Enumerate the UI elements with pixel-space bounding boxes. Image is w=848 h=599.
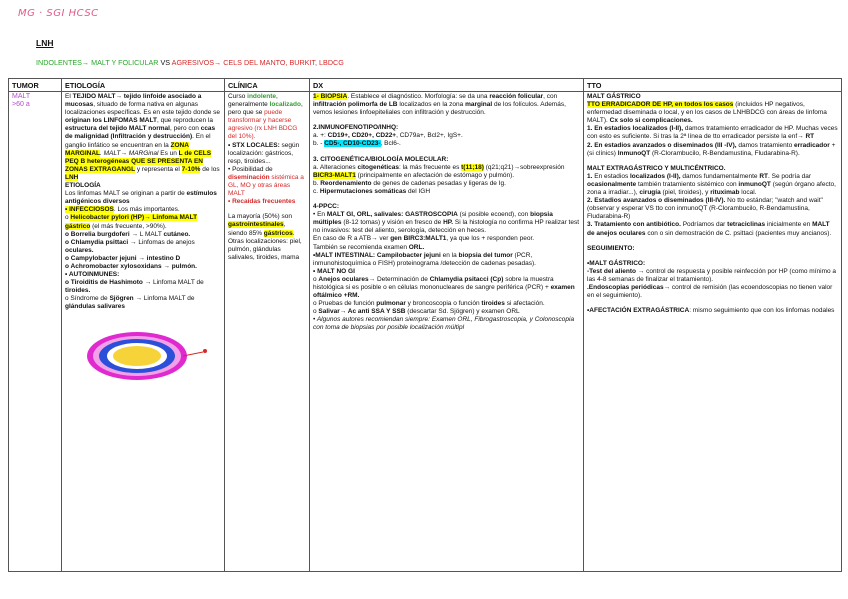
text: sistémica a GL, MO y otras áreas MALT <box>228 173 304 198</box>
cell-dx <box>310 92 584 572</box>
text: , Bcl6-. <box>380 140 401 148</box>
text: pulmonar <box>376 300 406 308</box>
text: localizado <box>269 101 301 109</box>
text: : la más frecuente es <box>399 163 462 171</box>
text: InmunoQT <box>617 149 651 157</box>
text: , generalmente <box>228 93 278 109</box>
text: . MALT→ MARGinal <box>100 149 159 157</box>
text: estructura del tejido MALT normal <box>65 125 170 133</box>
text: •MALT INTESTINAL: Campilobacter jejuni <box>313 251 441 259</box>
text: de genes de cadenas pesadas y ligeras de Ig. <box>371 179 506 187</box>
text: Los linfomas MALT se originan a partir de <box>65 190 187 198</box>
text: -Test del aliento <box>587 267 636 275</box>
text: . Los más importantes. <box>113 206 180 214</box>
cell-tto <box>584 92 842 572</box>
text: 1. <box>587 172 593 180</box>
text: rituximab <box>710 189 740 197</box>
text: → control de remisión (las ecoendoscopias no tienen valor en el seguimiento). <box>587 283 833 300</box>
text: reacción folicular <box>489 93 544 100</box>
table-header-row <box>9 79 842 92</box>
text: Chlamydia psitacci (Cp) <box>429 275 504 283</box>
text: biopsia múltiples <box>313 211 553 227</box>
text: damos tratamiento <box>736 141 794 149</box>
text: MALT de anejos oculares <box>587 221 830 237</box>
text: L de CELS PEQ B heterogéneas QUE SE PRESENTA EN ZONAS EXTRAGANGL <box>65 149 212 173</box>
text: , CD79a+, Bcl2+, IgS+. <box>396 132 463 140</box>
text: MALT GI, ORL, salivales: GASTROSCOPIA <box>326 211 458 219</box>
handwritten-header: MG · SGI HCSC <box>18 8 99 19</box>
text: Sjögren <box>109 295 134 303</box>
text: o Pruebas de función <box>313 300 377 308</box>
text: (PCR, inmunohistoquímica o FISH) proteinograma /detección de cadenas pesadas). <box>313 251 536 267</box>
text: diseminación <box>228 173 270 181</box>
text: o Chlamydia psittaci <box>65 238 129 246</box>
text: , pero que se <box>228 101 303 117</box>
text: 4-PPCC: <box>313 203 340 211</box>
text: (R-Clorambucilo, R-Bendamustina, Fludarabina-R). <box>650 149 800 157</box>
text: +(si clínics) <box>587 141 836 157</box>
text: RT <box>805 133 815 141</box>
text: En estadios <box>592 172 630 180</box>
text: , con <box>543 93 558 100</box>
text: BICR3-MALT1 <box>313 171 356 179</box>
text: citogenéticas <box>357 163 399 171</box>
subtitle-vs: VS <box>158 58 172 67</box>
text: (si posible ecoend), con <box>457 211 531 219</box>
text: ocasionalmente <box>587 180 637 188</box>
text: •AFECTACIÓN EXTRAGÁSTRICA <box>587 307 690 315</box>
text: erradicador <box>794 141 830 149</box>
text: Podríamos dar <box>680 221 728 229</box>
text: • Algunos autores recomiendan siempre: Examen ORL, Fibrogastroscopia, y Colonoscopia con toma de biopsias por posible localización múltipl <box>313 316 575 332</box>
text: del IGH <box>406 187 431 195</box>
text: CD19+, CD20+, CD22+ <box>327 132 397 140</box>
text: . Establece el diagnóstico. Morfología: se da una <box>347 93 490 100</box>
text: a. Alteraciones <box>313 163 358 171</box>
text: (piel, tiroides), y <box>660 189 711 197</box>
lnh-table <box>8 78 842 572</box>
text: Si la histología no confirma HP realizar test no invasivos: test del aliento, serología, detección en heces. <box>313 219 580 235</box>
lymph-node-diagram <box>65 316 221 386</box>
text: , pero con <box>169 125 201 133</box>
text: o Achromobacter xylosoxidans <box>65 262 162 270</box>
text: de los folículos. Además, vemos lesiones linfoepiteliales con infiltración y destrucción. <box>313 101 566 117</box>
text: Reordenamiento <box>320 179 372 187</box>
text: damos tratamiento erradicador de HP. Muchas veces con esto es suficiente. Si tras la 2ª línea de tto erradicador persiste la enf→ <box>587 125 838 141</box>
text: examen oftálmico +RM. <box>313 283 575 300</box>
text: 1. En estadios localizados (I-II), <box>587 125 684 133</box>
text: también tratamiento sistémico con <box>636 180 739 188</box>
text: • INFECCIOSOS <box>65 206 114 214</box>
text: •MALT GÁSTRICO: <box>587 259 646 267</box>
text: • STX LOCALES: <box>228 141 280 149</box>
text: También se recomienda examen <box>313 243 409 251</box>
text: Hipermutaciones somáticas <box>319 187 407 195</box>
text: → Determinación de <box>368 275 430 283</box>
tumor-age: >60 a <box>12 101 30 109</box>
text: . Otras localizaciones: piel, pulmón, glándulas salivales, tiroides, mama <box>228 229 302 261</box>
text: en la <box>440 251 459 259</box>
text: ETIOLOGÍA <box>65 182 101 190</box>
text: gastrointestinales <box>228 221 284 229</box>
text: sobre la muestra histológica si es posible o en células mononucleares de sangre periférica (PCR) + <box>313 275 554 291</box>
text: • Posibilidad de <box>228 165 273 173</box>
text: , siendo 85% <box>228 221 286 237</box>
text: . Se podría dar <box>768 172 812 180</box>
text: , que reproducen la <box>156 117 213 125</box>
col-clinica: CLÍNICA <box>225 79 310 92</box>
text: de los <box>200 165 220 173</box>
text: , ya que los + responden peor. <box>446 235 535 243</box>
text: damos fundamentalmente <box>680 172 760 180</box>
text: ccas de malignidad (Infiltración y destrucción) <box>65 125 216 141</box>
text: TTO ERRADICADOR DE HP, en todos los casos <box>587 101 734 109</box>
text: local. <box>739 189 757 197</box>
cell-tumor <box>9 92 62 572</box>
text: → Linfomas de anejos <box>128 238 195 246</box>
text: inicialmente en <box>765 221 813 229</box>
text: 2. En estadios avanzados o diseminados (III -IV), <box>587 141 737 149</box>
text: ORL. <box>408 243 425 251</box>
text: o Campylobacter jejuni <box>65 254 137 262</box>
text: originan los LINFOMAS MALT <box>65 117 157 125</box>
text: 3. CITOGENÉTICA/BIOLOGÍA MOLECULAR: <box>313 155 449 163</box>
text: 1- BIOPSIA <box>313 93 348 100</box>
text: • Recaídas frecuentes <box>228 198 296 206</box>
text: tiroides <box>481 300 505 308</box>
text: • En <box>313 211 327 219</box>
text: 2.INMUNOFENOTIPO/INHQ: <box>313 124 399 132</box>
text: indolente <box>247 93 277 100</box>
text: SEGUIMIENTO: <box>587 244 635 252</box>
text: o <box>313 308 319 316</box>
text: marginal <box>465 101 493 109</box>
text: En caso de R a ATB→ ver <box>313 235 391 243</box>
text: b. - <box>313 140 325 148</box>
text: (incluidos HP negativos, enfermedad diseminada o local, y en los casos de LNHBDCG con áreas de linfoma MALT). <box>587 101 827 125</box>
text: → intestino D <box>136 254 181 262</box>
table-row <box>9 92 842 572</box>
text: a. +: <box>313 132 328 140</box>
text: (8-12 tomas) y visión en fresco de <box>341 219 444 227</box>
text: o <box>65 214 71 222</box>
text: LNH <box>65 173 79 181</box>
text: (rx LNH BDCG del 10%). <box>228 125 298 141</box>
subtitle <box>36 58 344 67</box>
text: oculares. <box>65 246 94 254</box>
text: (principalmente en afectación de estómago y pulmón). <box>355 171 515 179</box>
text: , situado de forma nativa en algunas localizaciones específicas. Es en este tejido donde se <box>65 101 221 117</box>
text: → Linfoma MALT de <box>133 295 195 303</box>
text: (según órgano afecto, zona a irradiar...), <box>587 180 836 197</box>
text: Cx solo si complicaciones. <box>609 117 693 125</box>
text: CD5-, CD10-CD23- <box>324 140 381 148</box>
text: con o sin demostración de C. psittaci (pacientes muy ancianos). <box>645 229 832 237</box>
text: 2. Estadios avanzados o diseminados (III-IV). <box>587 197 726 205</box>
text: biopsia del tumor <box>458 251 513 259</box>
text: : mismo seguimiento que con los linfomas nodales <box>689 307 835 315</box>
subtitle-indolent: INDOLENTES→ MALT Y FOLICULAR <box>36 58 159 67</box>
text: 3. Tratamiento con antibiótico. <box>587 221 681 229</box>
text: HP. <box>443 219 454 227</box>
text: o Borrelia burgdoferi <box>65 230 130 238</box>
tumor-name: MALT <box>12 93 31 100</box>
text: localizados en la zona <box>397 101 466 109</box>
text: y broncoscopia o función <box>405 300 482 308</box>
text: El <box>65 93 73 100</box>
text: → pulmón. <box>161 262 197 270</box>
text: Salivar→ Ac anti SSA Y SSB <box>318 308 406 316</box>
text: La mayoría (50%) son <box>228 213 292 221</box>
text: infiltración polimorfa de LB <box>313 101 398 109</box>
text: gástricos <box>263 229 293 237</box>
text: tetraciclinas <box>727 221 766 229</box>
text: .Endoscopias periódicas <box>587 283 664 291</box>
text: MALT EXTRAGÁSTRICO Y MULTICÉNTRICO. <box>587 164 726 172</box>
text: tiroides. <box>65 287 91 295</box>
text: 7-10% <box>181 165 201 173</box>
text: Es un <box>158 149 179 157</box>
col-dx: DX <box>310 79 584 92</box>
text: o Síndrome de <box>65 295 110 303</box>
text: → Linfoma MALT de <box>142 279 204 287</box>
text: c. <box>313 187 320 195</box>
text: → control de respuesta y posible reinfección por HP (como mínimo a las 4-8 semanas de finalizar el tratamiento). <box>587 267 837 283</box>
text: TEJIDO MALT→ tejido linfoide asociado a mucosas <box>65 93 202 109</box>
text: y representa el <box>135 165 182 173</box>
text: → L MALT <box>129 230 164 238</box>
text: cutáneo. <box>163 230 191 238</box>
col-tto: TTO <box>584 79 842 92</box>
lymph-node-illustration <box>65 316 215 386</box>
text: o Tiroiditis de Hashimoto <box>65 279 143 287</box>
text: localizados (I-II), <box>630 172 681 180</box>
col-etiologia: ETIOLOGÍA <box>62 79 225 92</box>
subtitle-aggressive: AGRESIVOS→ CELS DEL MANTO, BURKIT, LBDCG <box>171 58 344 67</box>
text: No tto estándar; "watch and wait" (observar y esperar VS tto con inmunoQT (R-Clorambucilo, R-Bendamustina, Fludarabina-R) <box>587 197 823 221</box>
text: Anejos oculares <box>318 275 369 283</box>
text: si afectación. <box>504 300 545 308</box>
text: glándulas salivares <box>65 303 125 311</box>
text: o <box>313 275 319 283</box>
text: . En el ganglio linfático se encuentran en la <box>65 133 211 149</box>
text: t(11;18) <box>461 163 484 171</box>
text: MALT GÁSTRICO <box>587 93 641 100</box>
col-tumor: TUMOR <box>9 79 62 92</box>
cell-clinica <box>225 92 310 572</box>
text: • AUTOINMUNES: <box>65 271 120 279</box>
text: (el más frecuente, >90%). <box>90 222 167 230</box>
text: (descartar Sd. Sjögren) y examen ORL <box>405 308 520 316</box>
text: estímulos antigénicos diversos <box>65 190 217 206</box>
text: puede transformar y hacerse agresivo <box>228 109 292 133</box>
text: inmunoQT <box>738 180 771 188</box>
page-title: LNH <box>36 38 54 48</box>
text: según localización: gástricos, resp, tiroides... <box>228 141 300 165</box>
text: (q21;q21)→sobreexpresión <box>483 163 565 171</box>
text: Helicobacter pylori (HP)→ Linfoma MALT gástrico <box>65 214 198 230</box>
text: ZONA MARGINAL <box>65 141 189 157</box>
text: • MALT NO GI <box>313 267 355 275</box>
text: b. <box>313 179 321 187</box>
text: RT <box>759 172 769 180</box>
text: gen BIRC3:MALT1 <box>390 235 447 243</box>
cell-etiologia <box>62 92 225 572</box>
text: Curso <box>228 93 248 100</box>
text: cirugía <box>639 189 661 197</box>
